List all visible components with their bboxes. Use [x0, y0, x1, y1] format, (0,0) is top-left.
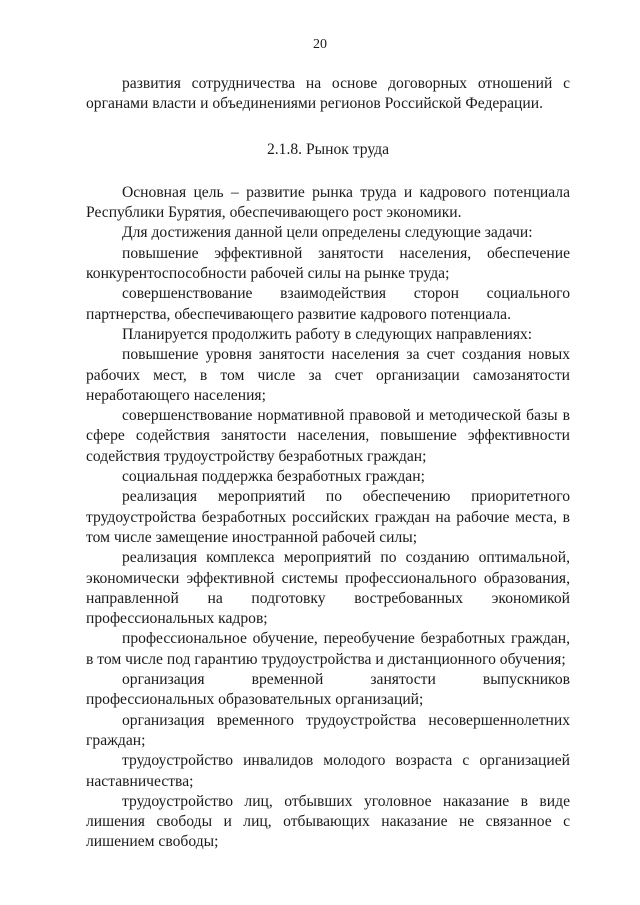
task-item: повышение эффективной занятости населения, обеспечение конкурентоспособности рабочей силы на рынке труда; — [86, 244, 570, 283]
direction-item: реализация мероприятий по обеспечению приоритетного трудоустройства безработных российских граждан на рабочие места, в том числе замещение иностранной рабочей силы; — [86, 488, 570, 546]
directions-intro-paragraph: Планируется продолжить работу в следующих направлениях: — [122, 325, 533, 343]
direction-item: трудоустройство инвалидов молодого возраста с организацией наставничества; — [86, 752, 570, 790]
direction-item: трудоустройство лиц, отбывших уголовное наказание в виде лишения свободы и лиц, отбывающих наказание не связанное с лишением свободы; — [86, 792, 570, 851]
task-item: совершенствование взаимодействия сторон социального партнерства, обеспечивающего развитие кадрового потенциала. — [86, 285, 570, 323]
intro-paragraph: развития сотрудничества на основе договорных отношений с органами власти и объединениями регионов Российской Федерации. — [86, 75, 570, 113]
document-body — [86, 74, 570, 853]
direction-item: совершенствование нормативной правовой и методической базы в сфере содействия занятости населения, повышение эффективности содействия трудоустройству безработных граждан; — [86, 407, 570, 465]
direction-item: социальная поддержка безработных граждан; — [122, 468, 425, 486]
tasks-intro-paragraph: Для достижения данной цели определены следующие задачи: — [122, 224, 533, 242]
goal-paragraph: Основная цель – развитие рынка труда и кадрового потенциала Республики Бурятия, обеспечивающего рост экономики. — [86, 183, 570, 222]
direction-item: реализация комплекса мероприятий по созданию оптимальной, экономически эффективной системы профессионального образования, направленной на подготовку востребованных экономикой профессиональных кадров; — [86, 549, 570, 628]
direction-item: профессиональное обучение, переобучение безработных граждан, в том числе под гарантию трудоустройства и дистанционного обучения; — [86, 630, 570, 668]
page-number: 20 — [313, 37, 327, 52]
section-heading: 2.1.8. Рынок труда — [266, 140, 390, 158]
direction-item: организация временного трудоустройства несовершеннолетних граждан; — [86, 711, 570, 749]
direction-item: повышение уровня занятости населения за счет создания новых рабочих мест, в том числе за счет организации самозанятости неработающего населения; — [86, 346, 570, 404]
direction-item: организация временной занятости выпускников профессиональных образовательных организаций; — [86, 671, 570, 709]
